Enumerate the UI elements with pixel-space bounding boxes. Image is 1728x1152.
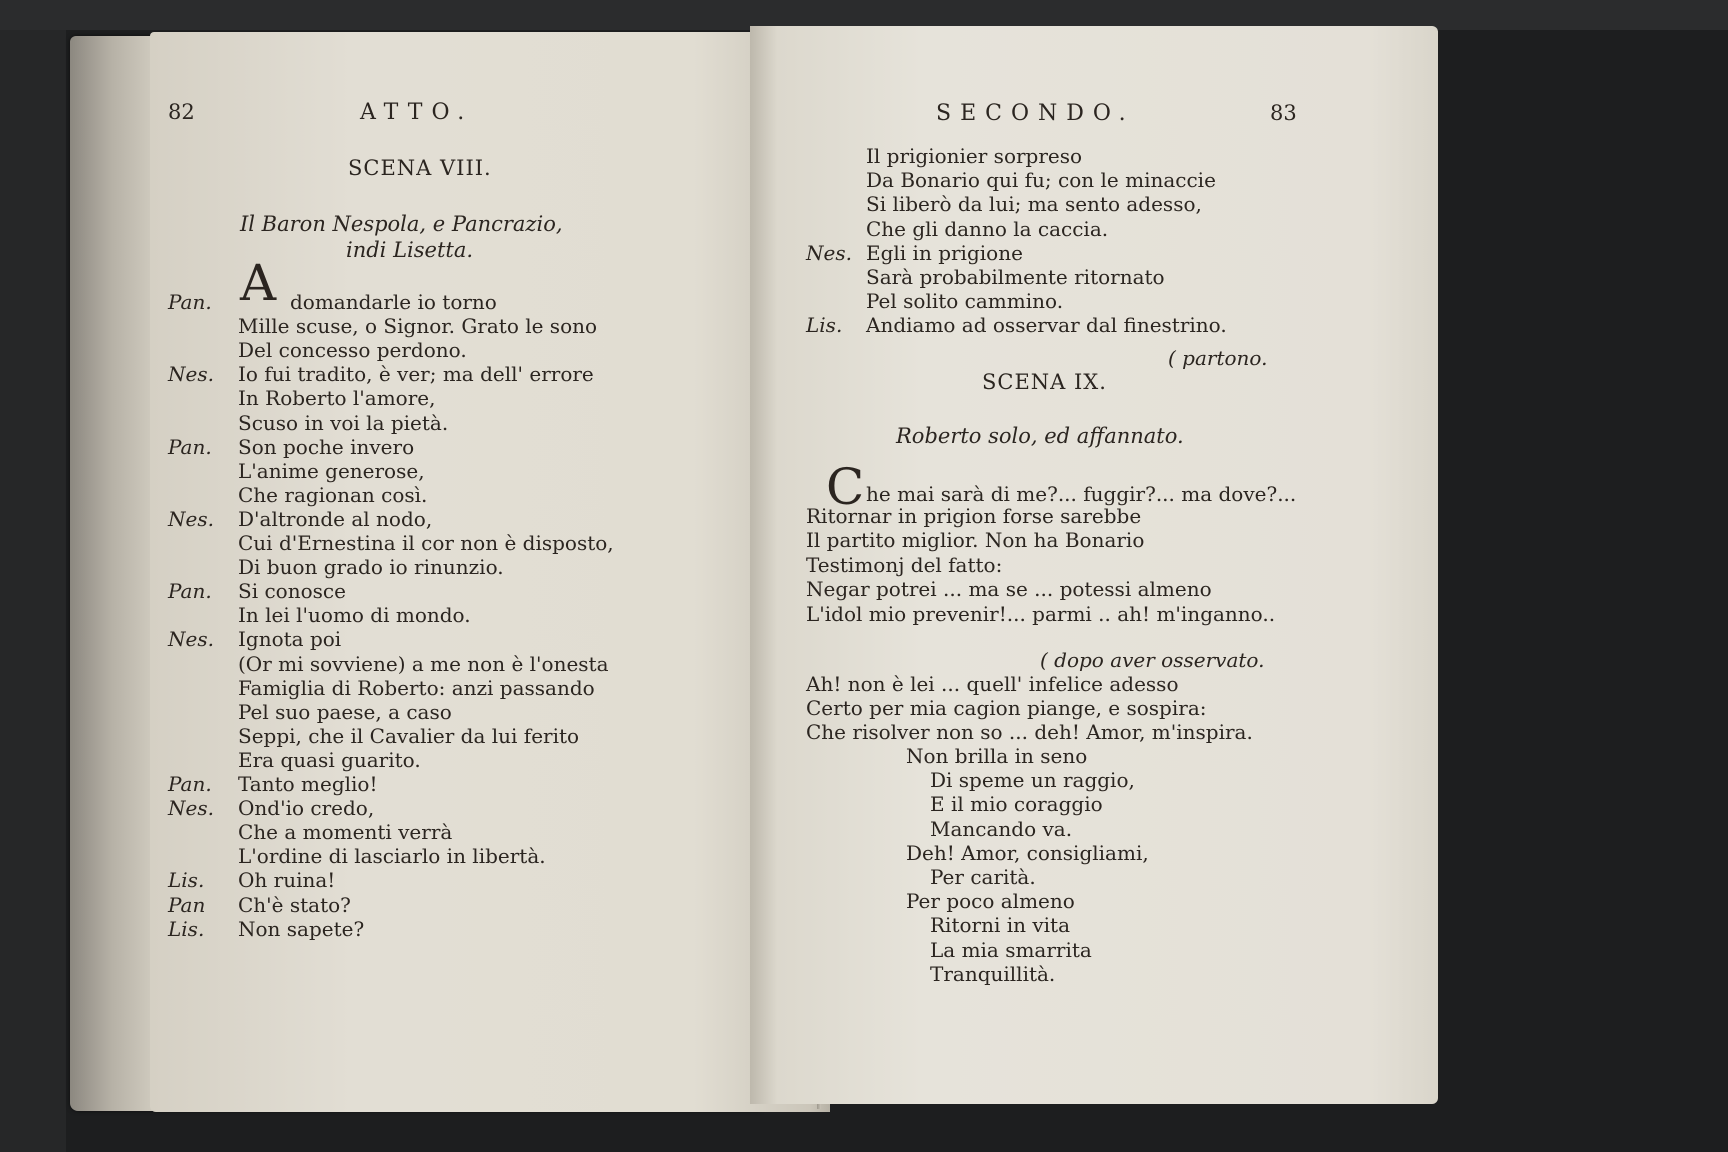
- monologue-line: Che risolver non so ... deh! Amor, m'inspira.: [806, 720, 1253, 745]
- verse-line: Per poco almeno: [906, 889, 1075, 914]
- running-head: ATTO.: [360, 100, 474, 125]
- dialogue-line: Era quasi guarito.: [238, 748, 421, 772]
- dialogue-line: Sarà probabilmente ritornato: [866, 265, 1165, 289]
- verse-line: Di speme un raggio,: [930, 768, 1135, 793]
- dialogue-line: Tanto meglio!: [238, 772, 378, 796]
- speaker-name: Lis.: [168, 868, 205, 892]
- dialogue-line: L'ordine di lasciarlo in libertà.: [238, 844, 546, 868]
- drop-cap: C: [826, 458, 865, 516]
- verse-line: Mancando va.: [930, 816, 1073, 841]
- dialogue-line: Il prigionier sorpreso: [866, 144, 1083, 168]
- dialogue-line: L'anime generose,: [238, 459, 425, 483]
- speaker-name: Nes.: [168, 796, 214, 820]
- cast-list-continued: indi Lisetta.: [346, 238, 474, 262]
- dialogue-line: Ignota poi: [238, 627, 342, 651]
- speaker-name: Lis.: [806, 313, 843, 337]
- dialogue-line: Mille scuse, o Signor. Grato le sono: [238, 314, 598, 338]
- open-book: [70, 26, 1380, 1112]
- dialogue-line: Di buon grado io rinunzio.: [238, 555, 504, 579]
- verse-line: Per carità.: [930, 865, 1036, 889]
- dialogue-line: Si liberò da lui; ma sento adesso,: [866, 192, 1202, 216]
- verse-line: Tranquillità.: [930, 961, 1056, 986]
- dialogue-line: In Roberto l'amore,: [238, 386, 436, 410]
- dialogue-line: Scuso in voi la pietà.: [238, 411, 449, 435]
- cast-list: Il Baron Nespola, e Pancrazio,: [240, 212, 563, 236]
- dialogue-line: Famiglia di Roberto: anzi passando: [238, 676, 595, 700]
- stage-direction: ( dopo aver osservato.: [1040, 648, 1265, 672]
- speaker-name: Pan.: [168, 290, 212, 314]
- dialogue-line: Son poche invero: [238, 435, 415, 459]
- speaker-name: Nes.: [168, 362, 214, 386]
- speaker-name: Lis.: [168, 917, 205, 941]
- opening-line: he mai sarà di me?... fuggir?... ma dove?...: [866, 482, 1297, 506]
- dialogue-line: D'altronde al nodo,: [238, 507, 433, 531]
- dialogue-line: Ond'io credo,: [238, 796, 375, 820]
- scene-title: SCENA VIII.: [348, 156, 492, 180]
- monologue-line: L'idol mio prevenir!... parmi .. ah! m'inganno..: [806, 601, 1276, 626]
- dialogue-line: In lei l'uomo di mondo.: [238, 603, 471, 627]
- page-number: 83: [1270, 101, 1297, 125]
- dialogue-line: Pel solito cammino.: [866, 289, 1064, 313]
- verse-line: La mia smarrita: [930, 937, 1092, 962]
- monologue-line: Ritornar in prigion forse sarebbe: [806, 504, 1142, 528]
- dialogue-line: Che a momenti verrà: [238, 820, 453, 844]
- monologue-line: Certo per mia cagion piange, e sospira:: [806, 696, 1207, 721]
- dialogue-line: Pel suo paese, a caso: [238, 700, 452, 724]
- dialogue-line: Che gli danno la caccia.: [866, 217, 1109, 241]
- dialogue-line: (Or mi sovviene) a me non è l'onesta: [238, 652, 609, 676]
- scan-left-border: [0, 30, 66, 1152]
- running-head: SECONDO.: [936, 101, 1135, 126]
- dialogue-line: Ch'è stato?: [238, 893, 351, 917]
- monologue-line: Il partito miglior. Non ha Bonario: [806, 528, 1145, 553]
- right-page: [750, 26, 1438, 1104]
- drop-cap: A: [240, 254, 277, 312]
- monologue-line: Testimonj del fatto:: [806, 552, 1003, 577]
- monologue-line: Ah! non è lei ... quell' infelice adesso: [806, 672, 1179, 696]
- dialogue-line: Cui d'Ernestina il cor non è disposto,: [238, 531, 614, 555]
- verse-line: Deh! Amor, consigliami,: [906, 840, 1149, 865]
- dialogue-line: Seppi, che il Cavalier da lui ferito: [238, 724, 580, 748]
- verse-line: Non brilla in seno: [906, 744, 1088, 768]
- dialogue-line: Io fui tradito, è ver; ma dell' errore: [238, 362, 594, 386]
- speaker-name: Pan.: [168, 435, 212, 459]
- verse-line: E il mio coraggio: [930, 792, 1103, 817]
- scene-title: SCENA IX.: [982, 370, 1107, 394]
- verse-line: Ritorni in vita: [930, 913, 1071, 938]
- speaker-name: Nes.: [168, 627, 214, 651]
- speaker-name: Nes.: [806, 241, 852, 265]
- dialogue-line: Si conosce: [238, 579, 346, 603]
- dialogue-line: Egli in prigione: [866, 241, 1023, 265]
- dialogue-line: domandarle io torno: [290, 290, 497, 314]
- page-number: 82: [168, 100, 195, 124]
- dialogue-line: Andiamo ad osservar dal finestrino.: [866, 313, 1227, 337]
- dialogue-line: Non sapete?: [238, 917, 365, 941]
- monologue-line: Negar potrei ... ma se ... potessi almeno: [806, 577, 1212, 602]
- dialogue-line: Del concesso perdono.: [238, 338, 467, 362]
- speaker-name: Pan.: [168, 579, 212, 603]
- speaker-name: Nes.: [168, 507, 214, 531]
- cast-list: Roberto solo, ed affannato.: [896, 424, 1184, 448]
- speaker-name: Pan.: [168, 772, 212, 796]
- left-page: [150, 32, 830, 1112]
- dialogue-line: Oh ruina!: [238, 868, 336, 892]
- stage-direction-exit: ( partono.: [1168, 346, 1268, 370]
- dialogue-line: Che ragionan così.: [238, 483, 428, 507]
- speaker-name: Pan: [168, 893, 206, 917]
- dialogue-line: Da Bonario qui fu; con le minaccie: [866, 168, 1216, 192]
